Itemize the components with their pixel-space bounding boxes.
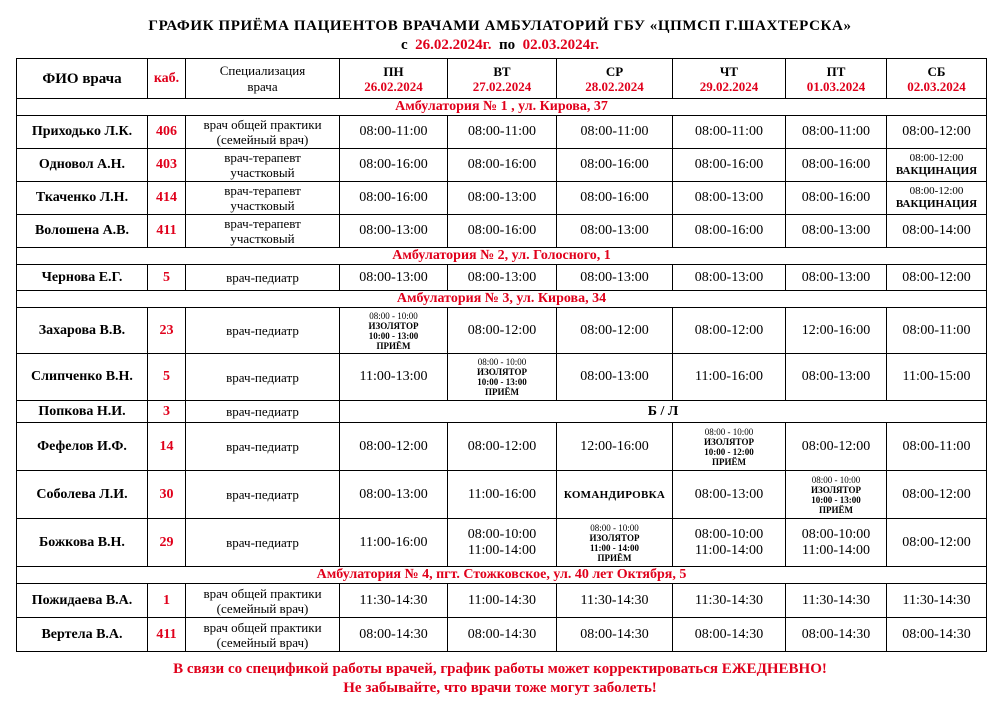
time-cell: 08:00-11:00: [887, 423, 987, 471]
time-cell: 08:00-12:00: [887, 265, 987, 291]
cabinet-number: 5: [148, 354, 186, 401]
cabinet-number: 3: [148, 401, 186, 423]
section-title: Амбулатория № 3, ул. Кирова, 34: [17, 291, 987, 308]
iso-time: 08:00 - 10:00: [811, 474, 861, 485]
time-cell: 08:00-13:00: [786, 265, 887, 291]
vac-time: 08:00-12:00: [909, 185, 964, 197]
section-row: [17, 567, 987, 584]
time-cell: 08:00-11:00: [340, 116, 448, 149]
vac-label: ВАКЦИНАЦИЯ: [895, 198, 978, 210]
header-name: ФИО врача: [17, 59, 148, 99]
doctor-name: Пожидаева В.А.: [17, 584, 148, 618]
spec-line2: участковый: [230, 165, 295, 180]
iso-time: 08:00 - 10:00: [590, 522, 639, 533]
vaccination-cell: [887, 149, 987, 182]
spec-line1: врач общей практики: [203, 117, 322, 132]
cabinet-number: 14: [148, 423, 186, 471]
day-name: СБ: [927, 63, 946, 79]
time-cell: 11:00-16:00: [340, 519, 448, 567]
table-row: [17, 182, 987, 215]
doctor-name: Волошена А.В.: [17, 215, 148, 248]
header-spec: [186, 59, 340, 99]
time-cell: 11:30-14:30: [786, 584, 887, 618]
day-date: 01.03.2024: [806, 78, 866, 94]
time-cell: 08:00-16:00: [786, 149, 887, 182]
footer-warning: В связи со спецификой работы врачей, график работы может корректироваться ЕЖЕДНЕВНО!: [173, 661, 827, 677]
vac-time: 08:00-12:00: [909, 152, 964, 164]
cabinet-number: 411: [148, 215, 186, 248]
header-day-mon: [340, 59, 448, 99]
day-name: ПН: [383, 63, 404, 79]
table-row: [17, 471, 987, 519]
time-cell: 11:30-14:30: [557, 584, 673, 618]
doctor-name: Фефелов И.Ф.: [17, 423, 148, 471]
cabinet-number: 414: [148, 182, 186, 215]
doctor-spec: [186, 618, 340, 652]
time-cell: [673, 519, 786, 567]
iso-time2: 10:00 - 13:00: [811, 494, 861, 505]
doctor-name: Слипченко В.Н.: [17, 354, 148, 401]
spec-line2: (семейный врач): [216, 600, 309, 616]
table-row: [17, 618, 987, 652]
time-cell: 08:00-14:30: [887, 618, 987, 652]
time-cell: 11:00-13:00: [340, 354, 448, 401]
time-cell: 12:00-16:00: [786, 308, 887, 354]
page-title: ГРАФИК ПРИЁМА ПАЦИЕНТОВ ВРАЧАМИ АМБУЛАТОРИЙ ГБУ «ЦПМСП Г.ШАХТЕРСКА»: [148, 18, 852, 34]
time-cell: 08:00-12:00: [887, 471, 987, 519]
doctor-spec: врач-педиатр: [186, 308, 340, 354]
doctor-name: Вертела В.А.: [17, 618, 148, 652]
iso-time: 08:00 - 10:00: [369, 310, 418, 321]
time-cell: 08:00-16:00: [448, 215, 557, 248]
footer-note: Не забывайте, что врачи тоже могут заболеть!: [343, 680, 657, 696]
doctor-spec: [186, 584, 340, 618]
period-to-date: 02.03.2024г.: [522, 37, 600, 53]
time-cell: 08:00-12:00: [448, 423, 557, 471]
day-name: ПТ: [826, 63, 846, 79]
time-cell: 08:00-12:00: [557, 308, 673, 354]
table-row: [17, 215, 987, 248]
table-row: [17, 265, 987, 291]
schedule-table: [16, 58, 987, 652]
cabinet-number: 5: [148, 265, 186, 291]
header-spec-line2: врача: [247, 78, 278, 94]
time-line2: 11:00-14:00: [468, 542, 536, 558]
doctor-name: Ткаченко Л.Н.: [17, 182, 148, 215]
time-cell: 08:00-12:00: [887, 519, 987, 567]
iso-time2: 10:00 - 13:00: [368, 330, 419, 341]
section-row: [17, 99, 987, 116]
iso-time: 08:00 - 10:00: [704, 426, 754, 437]
time-cell: 08:00-14:30: [448, 618, 557, 652]
time-cell: 08:00-14:30: [786, 618, 887, 652]
time-cell: [448, 519, 557, 567]
time-cell: 08:00-13:00: [340, 215, 448, 248]
doctor-name: Приходько Л.К.: [17, 116, 148, 149]
time-line1: 08:00-10:00: [467, 526, 537, 542]
time-cell: 08:00-16:00: [673, 149, 786, 182]
time-cell: 08:00-13:00: [786, 354, 887, 401]
time-cell: 08:00-13:00: [340, 265, 448, 291]
time-cell: 08:00-11:00: [557, 116, 673, 149]
day-date: 29.02.2024: [699, 78, 759, 94]
doctor-name: Попкова Н.И.: [17, 401, 148, 423]
time-cell: [786, 519, 887, 567]
spec-line2: (семейный врач): [216, 634, 309, 650]
time-line1: 08:00-10:00: [694, 526, 764, 542]
period-from-label: с: [400, 37, 408, 53]
time-cell: 08:00-12:00: [673, 308, 786, 354]
doctor-name: Соболева Л.И.: [17, 471, 148, 519]
iso-label: ИЗОЛЯТОР: [704, 436, 754, 447]
time-cell: 08:00-14:00: [887, 215, 987, 248]
header-row: [17, 59, 987, 99]
header-day-tue: [448, 59, 557, 99]
doctor-spec: врач-педиатр: [186, 401, 340, 423]
time-cell: 08:00-13:00: [448, 265, 557, 291]
table-row: [17, 584, 987, 618]
table-row: [17, 519, 987, 567]
time-cell: 08:00-16:00: [448, 149, 557, 182]
section-row: [17, 291, 987, 308]
section-title: Амбулатория № 2, ул. Голосного, 1: [17, 248, 987, 265]
time-cell: 08:00-11:00: [673, 116, 786, 149]
iso-reception: ПРИЁМ: [819, 504, 853, 515]
doctor-name: Божкова В.Н.: [17, 519, 148, 567]
vac-label: ВАКЦИНАЦИЯ: [895, 165, 978, 177]
doctor-name: Захарова В.В.: [17, 308, 148, 354]
doctor-spec: врач-педиатр: [186, 471, 340, 519]
cabinet-number: 30: [148, 471, 186, 519]
time-cell: 11:00-16:00: [448, 471, 557, 519]
time-cell: 08:00-13:00: [673, 182, 786, 215]
spec-line2: (семейный врач): [216, 132, 309, 147]
time-cell: 08:00-12:00: [448, 308, 557, 354]
time-cell: 11:30-14:30: [673, 584, 786, 618]
iso-time2: 11:00 - 14:00: [590, 542, 639, 553]
iso-label: ИЗОЛЯТОР: [589, 532, 640, 543]
time-cell: 08:00-11:00: [448, 116, 557, 149]
time-cell: 08:00-11:00: [786, 116, 887, 149]
time-cell: 08:00-16:00: [673, 215, 786, 248]
time-cell: 11:30-14:30: [340, 584, 448, 618]
doctor-spec: [186, 182, 340, 215]
time-cell: 08:00-13:00: [557, 215, 673, 248]
table-row: [17, 116, 987, 149]
iso-time2: 10:00 - 13:00: [477, 377, 527, 387]
section-row: [17, 248, 987, 265]
isolator-cell: [673, 423, 786, 471]
cabinet-number: 23: [148, 308, 186, 354]
doctor-name: Одновол А.Н.: [17, 149, 148, 182]
cabinet-number: 29: [148, 519, 186, 567]
iso-reception: ПРИЁМ: [376, 340, 411, 351]
doctor-spec: [186, 215, 340, 248]
header-day-fri: [786, 59, 887, 99]
table-row: [17, 401, 987, 423]
doctor-spec: врач-педиатр: [186, 265, 340, 291]
day-date: 26.02.2024: [364, 78, 423, 94]
spec-line1: врач-терапевт: [224, 216, 301, 231]
time-cell: 08:00-16:00: [340, 182, 448, 215]
time-line1: 08:00-10:00: [801, 526, 871, 542]
day-date: 28.02.2024: [585, 78, 644, 94]
time-cell: 08:00-12:00: [887, 116, 987, 149]
iso-reception: ПРИЁМ: [597, 552, 632, 563]
time-line2: 11:00-14:00: [802, 542, 870, 558]
time-cell: 08:00-16:00: [557, 149, 673, 182]
spec-line2: участковый: [230, 231, 295, 246]
iso-reception: ПРИЁМ: [485, 387, 519, 397]
header-day-sat: [887, 59, 987, 99]
time-cell: 08:00-14:30: [340, 618, 448, 652]
table-row: [17, 423, 987, 471]
day-name: ЧТ: [719, 63, 739, 79]
time-cell: 08:00-13:00: [557, 265, 673, 291]
period-from-date: 26.02.2024г.: [415, 37, 492, 53]
iso-reception: ПРИЁМ: [712, 456, 746, 467]
time-cell: 11:30-14:30: [887, 584, 987, 618]
day-date: 02.03.2024: [907, 78, 966, 94]
vaccination-cell: [887, 182, 987, 215]
doctor-spec: врач-педиатр: [186, 423, 340, 471]
time-cell: 08:00-14:30: [557, 618, 673, 652]
time-cell: 08:00-11:00: [887, 308, 987, 354]
doctor-spec: врач-педиатр: [186, 519, 340, 567]
business-trip-cell: КОМАНДИРОВКА: [557, 471, 673, 519]
time-cell: 08:00-16:00: [557, 182, 673, 215]
iso-time: 08:00 - 10:00: [477, 357, 527, 367]
header-spec-line1: Специализация: [219, 62, 306, 78]
time-cell: 08:00-16:00: [340, 149, 448, 182]
section-title: Амбулатория № 1 , ул. Кирова, 37: [17, 99, 987, 116]
header-day-wed: [557, 59, 673, 99]
section-title: Амбулатория № 4, пгт. Стожковское, ул. 40 лет Октября, 5: [17, 567, 987, 584]
time-cell: 08:00-12:00: [340, 423, 448, 471]
iso-label: ИЗОЛЯТОР: [811, 484, 861, 495]
sick-leave-cell: Б / Л: [340, 401, 987, 423]
cabinet-number: 1: [148, 584, 186, 618]
doctor-name: Чернова Е.Г.: [17, 265, 148, 291]
spec-line2: участковый: [230, 198, 295, 213]
table-row: [17, 308, 987, 354]
time-cell: 11:00-14:30: [448, 584, 557, 618]
header-kab: каб.: [148, 59, 186, 99]
period-to-label: по: [499, 37, 516, 53]
time-cell: 11:00-16:00: [673, 354, 786, 401]
iso-label: ИЗОЛЯТОР: [368, 320, 419, 331]
time-cell: 11:00-15:00: [887, 354, 987, 401]
doctor-spec: [186, 149, 340, 182]
spec-line1: врач-терапевт: [224, 183, 301, 198]
cabinet-number: 411: [148, 618, 186, 652]
table-row: [17, 149, 987, 182]
time-line2: 11:00-14:00: [695, 542, 763, 558]
spec-line1: врач-терапевт: [224, 150, 301, 165]
day-name: ВТ: [493, 63, 511, 79]
time-cell: 08:00-12:00: [786, 423, 887, 471]
spec-line1: врач общей практики: [203, 619, 322, 635]
time-cell: 12:00-16:00: [557, 423, 673, 471]
time-cell: 08:00-13:00: [673, 471, 786, 519]
time-cell: 08:00-13:00: [340, 471, 448, 519]
time-cell: 08:00-14:30: [673, 618, 786, 652]
doctor-spec: [186, 116, 340, 149]
time-cell: 08:00-13:00: [786, 215, 887, 248]
time-cell: 08:00-13:00: [448, 182, 557, 215]
isolator-cell: [786, 471, 887, 519]
cabinet-number: 406: [148, 116, 186, 149]
iso-label: ИЗОЛЯТОР: [477, 367, 527, 377]
time-cell: 08:00-13:00: [557, 354, 673, 401]
isolator-cell: [557, 519, 673, 567]
iso-time2: 10:00 - 12:00: [704, 446, 754, 457]
isolator-cell: [340, 308, 448, 354]
doctor-spec: врач-педиатр: [186, 354, 340, 401]
time-cell: 08:00-16:00: [786, 182, 887, 215]
day-name: СР: [605, 63, 624, 79]
time-cell: 08:00-13:00: [673, 265, 786, 291]
cabinet-number: 403: [148, 149, 186, 182]
header-day-thu: [673, 59, 786, 99]
spec-line1: врач общей практики: [203, 585, 322, 601]
isolator-cell: [448, 354, 557, 401]
schedule-period: [0, 37, 1000, 54]
table-row: [17, 354, 987, 401]
day-date: 27.02.2024: [472, 78, 532, 94]
